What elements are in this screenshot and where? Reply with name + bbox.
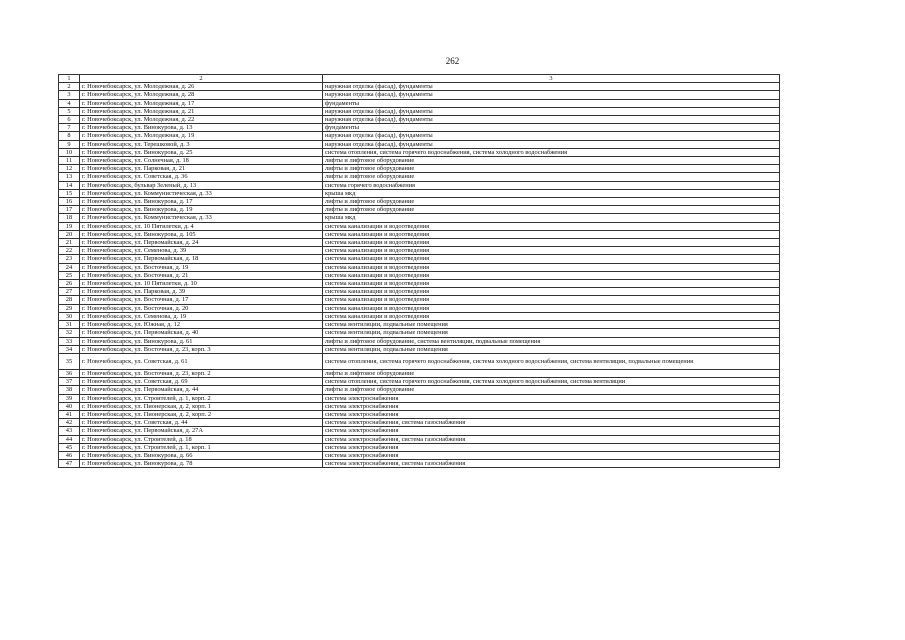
table-row xyxy=(59,443,780,451)
table-row xyxy=(59,107,780,115)
work-type-cell: система электроснабжения xyxy=(323,402,780,410)
row-number-cell: 42 xyxy=(59,419,80,427)
address-cell: г. Новочебоксарск, ул. Винокурова, д. 13 xyxy=(80,124,323,132)
row-number-cell: 2 xyxy=(59,83,80,91)
row-number-cell: 22 xyxy=(59,247,80,255)
address-cell: г. Новочебоксарск, ул. Восточная, д. 21 xyxy=(80,271,323,279)
work-type-cell: система электроснабжения xyxy=(323,427,780,435)
table-row xyxy=(59,206,780,214)
work-type-cell: система электроснабжения xyxy=(323,394,780,402)
work-type-cell: система канализации и водоотведения xyxy=(323,296,780,304)
table-row xyxy=(59,230,780,238)
work-type-cell: система канализации и водоотведения xyxy=(323,271,780,279)
address-cell: г. Новочебоксарск, ул. Парковая, д. 39 xyxy=(80,288,323,296)
row-number-cell: 46 xyxy=(59,451,80,459)
address-cell: г. Новочебоксарск, ул. 10 Пятилетки, д. 10 xyxy=(80,280,323,288)
header-col-3: 3 xyxy=(323,75,780,83)
table-header-row xyxy=(59,75,780,83)
row-number-cell: 20 xyxy=(59,230,80,238)
table-row xyxy=(59,353,780,369)
row-number-cell: 25 xyxy=(59,271,80,279)
row-number-cell: 14 xyxy=(59,181,80,189)
work-type-cell: система канализации и водоотведения xyxy=(323,288,780,296)
address-cell: г. Новочебоксарск, ул. Винокурова, д. 105 xyxy=(80,230,323,238)
work-type-cell: система отопления, система горячего водоснабжения, система холодного водоснабжения, система вентиляции xyxy=(323,378,780,386)
row-number-cell: 3 xyxy=(59,91,80,99)
work-type-cell: система отопления, система горячего водоснабжения, система холодного водоснабжения, система вентиляции, подвальные помещения xyxy=(323,353,780,369)
address-cell: г. Новочебоксарск, ул. Винокурова, д. 19 xyxy=(80,206,323,214)
work-type-cell: система канализации и водоотведения xyxy=(323,255,780,263)
table-row xyxy=(59,460,780,468)
work-type-cell: наружная отделка (фасад), фундаменты xyxy=(323,140,780,148)
work-type-cell: система вентиляции, подвальные помещения xyxy=(323,329,780,337)
row-number-cell: 19 xyxy=(59,222,80,230)
table-row xyxy=(59,378,780,386)
work-type-cell: фундаменты xyxy=(323,99,780,107)
address-cell: г. Новочебоксарск, ул. Советская, д. 36 xyxy=(80,173,323,181)
address-cell: г. Новочебоксарск, ул. Первомайская, д. 27А xyxy=(80,427,323,435)
address-cell: г. Новочебоксарск, ул. Молодежная, д. 22 xyxy=(80,116,323,124)
row-number-cell: 10 xyxy=(59,148,80,156)
header-col-2: 2 xyxy=(80,75,323,83)
table-row xyxy=(59,189,780,197)
work-type-cell: система канализации и водоотведения xyxy=(323,263,780,271)
address-cell: г. Новочебоксарск, ул. Молодежная, д. 19 xyxy=(80,132,323,140)
work-type-cell: система канализации и водоотведения xyxy=(323,280,780,288)
row-number-cell: 32 xyxy=(59,329,80,337)
address-cell: г. Новочебоксарск, ул. Южная, д. 12 xyxy=(80,321,323,329)
work-type-cell: система канализации и водоотведения xyxy=(323,222,780,230)
row-number-cell: 11 xyxy=(59,157,80,165)
page-number: 262 xyxy=(445,56,460,66)
table-row xyxy=(59,312,780,320)
row-number-cell: 8 xyxy=(59,132,80,140)
work-type-cell: система вентиляции, подвальные помещения xyxy=(323,321,780,329)
address-cell: г. Новочебоксарск, ул. Восточная, д. 23, корп. 2 xyxy=(80,369,323,377)
row-number-cell: 15 xyxy=(59,189,80,197)
row-number-cell: 28 xyxy=(59,296,80,304)
table-row xyxy=(59,337,780,345)
address-cell: г. Новочебоксарск, ул. Молодежная, д. 21 xyxy=(80,107,323,115)
row-number-cell: 43 xyxy=(59,427,80,435)
address-cell: г. Новочебоксарск, ул. Пионерская, д. 2, корп. 2 xyxy=(80,410,323,418)
table-row xyxy=(59,263,780,271)
row-number-cell: 44 xyxy=(59,435,80,443)
address-cell: г. Новочебоксарск, ул. Советская, д. 69 xyxy=(80,378,323,386)
address-cell: г. Новочебоксарск, ул. Винокурова, д. 25 xyxy=(80,148,323,156)
work-type-cell: наружная отделка (фасад), фундаменты xyxy=(323,132,780,140)
row-number-cell: 30 xyxy=(59,312,80,320)
work-type-cell: лифты и лифтовое оборудование xyxy=(323,157,780,165)
address-cell: г. Новочебоксарск, ул. Строителей, д. 18 xyxy=(80,435,323,443)
work-type-cell: система электроснабжения, система газоснабжения xyxy=(323,419,780,427)
address-cell: г. Новочебоксарск, ул. Солнечная, д. 18 xyxy=(80,157,323,165)
row-number-cell: 39 xyxy=(59,394,80,402)
row-number-cell: 21 xyxy=(59,239,80,247)
work-type-cell: лифты и лифтовое оборудование xyxy=(323,386,780,394)
table-row xyxy=(59,181,780,189)
row-number-cell: 26 xyxy=(59,280,80,288)
table-row xyxy=(59,386,780,394)
table-row xyxy=(59,198,780,206)
row-number-cell: 35 xyxy=(59,353,80,369)
work-type-cell: фундаменты xyxy=(323,124,780,132)
work-type-cell: система электроснабжения, система газоснабжения xyxy=(323,460,780,468)
table-row xyxy=(59,247,780,255)
row-number-cell: 12 xyxy=(59,165,80,173)
table-row xyxy=(59,304,780,312)
work-type-cell: крыша мкд xyxy=(323,189,780,197)
table-row xyxy=(59,83,780,91)
row-number-cell: 24 xyxy=(59,263,80,271)
work-type-cell: крыша мкд xyxy=(323,214,780,222)
table-row xyxy=(59,394,780,402)
table-row xyxy=(59,116,780,124)
table-row xyxy=(59,280,780,288)
address-cell: г. Новочебоксарск, ул. Восточная, д. 17 xyxy=(80,296,323,304)
address-cell: г. Новочебоксарск, ул. Винокурова, д. 17 xyxy=(80,198,323,206)
address-cell: г. Новочебоксарск, ул. Строителей, д. 1, корп. 1 xyxy=(80,443,323,451)
address-cell: г. Новочебоксарск, ул. Винокурова, д. 61 xyxy=(80,337,323,345)
table-row xyxy=(59,99,780,107)
address-cell: г. Новочебоксарск, ул. Коммунистическая, д. 33 xyxy=(80,189,323,197)
table-row xyxy=(59,369,780,377)
row-number-cell: 31 xyxy=(59,321,80,329)
table-row xyxy=(59,124,780,132)
row-number-cell: 18 xyxy=(59,214,80,222)
table-row xyxy=(59,222,780,230)
work-type-cell: лифты и лифтовое оборудование xyxy=(323,198,780,206)
table-body xyxy=(59,75,780,468)
address-cell: г. Новочебоксарск, ул. Восточная, д. 20 xyxy=(80,304,323,312)
address-cell: г. Новочебоксарск, ул. Терешковой, д. 3 xyxy=(80,140,323,148)
table-row xyxy=(59,255,780,263)
table-row xyxy=(59,91,780,99)
work-type-cell: лифты и лифтовое оборудование, система вентиляции, подвальные помещения xyxy=(323,337,780,345)
row-number-cell: 13 xyxy=(59,173,80,181)
address-cell: г. Новочебоксарск, ул. Строителей, д. 1, корп. 2 xyxy=(80,394,323,402)
address-cell: г. Новочебоксарск, ул. Коммунистическая, д. 33 xyxy=(80,214,323,222)
row-number-cell: 45 xyxy=(59,443,80,451)
table-row xyxy=(59,165,780,173)
row-number-cell: 40 xyxy=(59,402,80,410)
address-cell: г. Новочебоксарск, ул. 10 Пятилетки, д. 4 xyxy=(80,222,323,230)
work-type-cell: наружная отделка (фасад), фундаменты xyxy=(323,91,780,99)
work-type-cell: лифты и лифтовое оборудование xyxy=(323,165,780,173)
work-type-cell: наружная отделка (фасад), фундаменты xyxy=(323,116,780,124)
work-type-cell: система электроснабжения, система газоснабжения xyxy=(323,435,780,443)
row-number-cell: 27 xyxy=(59,288,80,296)
address-cell: г. Новочебоксарск, ул. Молодежная, д. 28 xyxy=(80,91,323,99)
address-cell: г. Новочебоксарск, ул. Восточная, д. 19 xyxy=(80,263,323,271)
address-cell: г. Новочебоксарск, ул. Первомайская, д. 44 xyxy=(80,386,323,394)
table-row xyxy=(59,288,780,296)
work-type-cell: система канализации и водоотведения xyxy=(323,304,780,312)
row-number-cell: 34 xyxy=(59,345,80,353)
work-type-cell: система электроснабжения xyxy=(323,451,780,459)
address-cell: г. Новочебоксарск, ул. Советская, д. 61 xyxy=(80,353,323,369)
row-number-cell: 5 xyxy=(59,107,80,115)
table-row xyxy=(59,140,780,148)
row-number-cell: 17 xyxy=(59,206,80,214)
address-cell: г. Новочебоксарск, ул. Пионерская, д. 2, корп. 1 xyxy=(80,402,323,410)
address-cell: г. Новочебоксарск, ул. Винокурова, д. 66 xyxy=(80,451,323,459)
table-row xyxy=(59,321,780,329)
row-number-cell: 7 xyxy=(59,124,80,132)
address-cell: г. Новочебоксарск, ул. Семенова, д. 19 xyxy=(80,312,323,320)
table-row xyxy=(59,345,780,353)
address-cell: г. Новочебоксарск, ул. Советская, д. 44 xyxy=(80,419,323,427)
work-type-cell: система горячего водоснабжения xyxy=(323,181,780,189)
table-row xyxy=(59,419,780,427)
row-number-cell: 37 xyxy=(59,378,80,386)
work-type-cell: система электроснабжения xyxy=(323,443,780,451)
work-type-cell: система канализации и водоотведения xyxy=(323,247,780,255)
work-type-cell: система отопления, система горячего водоснабжения, система холодного водоснабжения xyxy=(323,148,780,156)
table-row xyxy=(59,410,780,418)
work-type-cell: система электроснабжения xyxy=(323,410,780,418)
row-number-cell: 4 xyxy=(59,99,80,107)
table-row xyxy=(59,435,780,443)
work-type-cell: лифты и лифтовое оборудование xyxy=(323,369,780,377)
row-number-cell: 33 xyxy=(59,337,80,345)
table-row xyxy=(59,132,780,140)
work-type-cell: система вентиляции, подвальные помещения xyxy=(323,345,780,353)
work-type-cell: система канализации и водоотведения xyxy=(323,239,780,247)
table-row xyxy=(59,157,780,165)
address-cell: г. Новочебоксарск, бульвар Зеленый, д. 13 xyxy=(80,181,323,189)
table-row xyxy=(59,239,780,247)
row-number-cell: 38 xyxy=(59,386,80,394)
address-cell: г. Новочебоксарск, ул. Первомайская, д. 24 xyxy=(80,239,323,247)
address-cell: г. Новочебоксарск, ул. Первомайская, д. 40 xyxy=(80,329,323,337)
table-row xyxy=(59,427,780,435)
row-number-cell: 23 xyxy=(59,255,80,263)
work-type-cell: наружная отделка (фасад), фундаменты xyxy=(323,83,780,91)
header-col-1: 1 xyxy=(59,75,80,83)
table-row xyxy=(59,451,780,459)
table-row xyxy=(59,214,780,222)
row-number-cell: 47 xyxy=(59,460,80,468)
table-row xyxy=(59,173,780,181)
work-type-cell: лифты и лифтовое оборудование xyxy=(323,173,780,181)
table-row xyxy=(59,296,780,304)
table-row xyxy=(59,402,780,410)
address-cell: г. Новочебоксарск, ул. Молодежная, д. 26 xyxy=(80,83,323,91)
row-number-cell: 29 xyxy=(59,304,80,312)
work-type-cell: система канализации и водоотведения xyxy=(323,312,780,320)
work-type-cell: лифты и лифтовое оборудование xyxy=(323,206,780,214)
table-row xyxy=(59,271,780,279)
address-cell: г. Новочебоксарск, ул. Первомайская, д. 18 xyxy=(80,255,323,263)
table-row xyxy=(59,329,780,337)
address-cell: г. Новочебоксарск, ул. Винокурова, д. 78 xyxy=(80,460,323,468)
address-cell: г. Новочебоксарск, ул. Молодежная, д. 17 xyxy=(80,99,323,107)
address-cell: г. Новочебоксарск, ул. Семенова, д. 39 xyxy=(80,247,323,255)
row-number-cell: 41 xyxy=(59,410,80,418)
work-type-cell: наружная отделка (фасад), фундаменты xyxy=(323,107,780,115)
work-type-cell: система канализации и водоотведения xyxy=(323,230,780,238)
register-table xyxy=(58,74,780,468)
row-number-cell: 9 xyxy=(59,140,80,148)
address-cell: г. Новочебоксарск, ул. Парковая, д. 21 xyxy=(80,165,323,173)
row-number-cell: 16 xyxy=(59,198,80,206)
row-number-cell: 6 xyxy=(59,116,80,124)
address-cell: г. Новочебоксарск, ул. Восточная, д. 23, корп. 3 xyxy=(80,345,323,353)
row-number-cell: 36 xyxy=(59,369,80,377)
table-row xyxy=(59,148,780,156)
